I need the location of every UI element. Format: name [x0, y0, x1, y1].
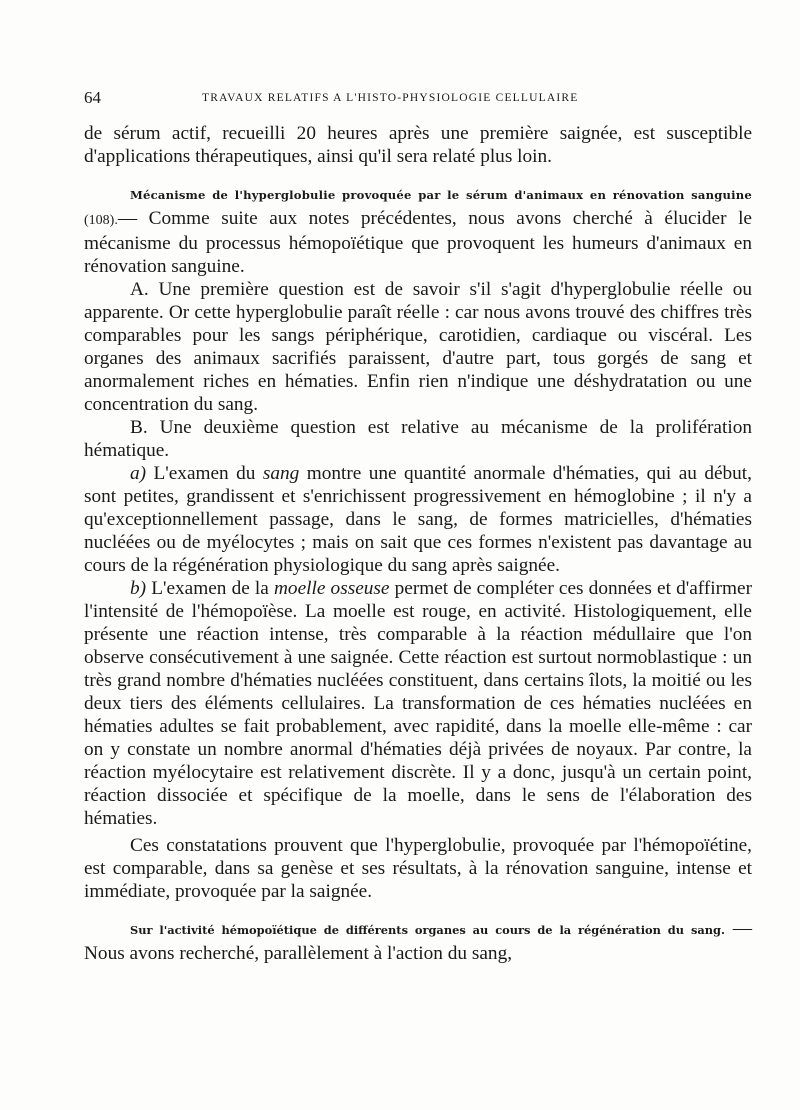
- paragraph-a: A. Une première question est de savoir s'il s'agit d'hyperglobulie réelle ou apparente. Or cette hyperglobulie paraît réelle : car nous avons trouvé des chiffres très comparables pour les sangs périphérique, carotidien, cardiaque ou viscéral. Les organes des animaux sacrifiés paraissent, d'autre part, tous gorgés de sang et anormalement riches en hématies. Enfin rien n'indique une déshydratation ou une concentration du sang.: [84, 279, 752, 415]
- section-mecanisme: [84, 182, 752, 278]
- section-intro-text: — Comme suite aux notes précédentes, nous avons cherché à élucider le mécanisme du processus hémopoïétique que provoquent les humeurs d'animaux en rénovation sanguine.: [84, 208, 752, 277]
- paragraph-b: B. Une deuxième question est relative au mécanisme de la prolifération hématique.: [84, 417, 752, 461]
- section-heading: Mécanisme de l'hyperglobulie provoquée par le sérum d'animaux en rénovation sanguine: [130, 188, 752, 202]
- moelle-text: permet de compléter ces données et d'affirmer l'intensité de l'hémopoïèse. La moelle est rouge, en activité. Histologiquement, elle présente une réaction intense, très comparable à la réaction médullaire que l'on observe consécutivement à une saignée. Cette réaction est surtout normoblastique : un très grand nombre d'hématies nucléées constituent, dans certains îlots, la moitié ou les deux tiers des éléments cellulaires. La transformation de ces hématies nucléées en hématies adultes se fait probablement, avec rapidité, dans la moelle elle-même : car on y constate un nombre anormal d'hématies déjà privées de noyaux. Par contre, la réaction myélocytaire est relativement discrète. Il y a donc, jusqu'à un certain point, réaction dissociée et spécifique de la moelle, dans le sens de l'élaboration des hématies.: [84, 578, 752, 829]
- section-2-text: — Nous avons recherché, parallèlement à l'action du sang,: [84, 918, 752, 964]
- sang-intro: L'examen du: [146, 463, 263, 484]
- item-label-b: b): [130, 578, 147, 599]
- running-header-title: TRAVAUX RELATIFS A L'HISTO-PHYSIOLOGIE CELLULAIRE: [202, 92, 579, 104]
- paragraph-continuation: de sérum actif, recueilli 20 heures après une première saignée, est susceptible d'applications thérapeutiques, ainsi qu'il sera relaté plus loin.: [84, 123, 752, 167]
- section-heading-2: Sur l'activité hémopoïétique de différents organes au cours de la régénération du sang.: [130, 923, 725, 937]
- emphasis-moelle-osseuse: moelle osseuse: [274, 578, 390, 599]
- paragraph-sang: [84, 462, 752, 577]
- emphasis-sang: sang: [262, 463, 300, 484]
- page-number: 64: [84, 88, 101, 107]
- paragraph-conclusion: Ces constatations prouvent que l'hyperglobulie, provoquée par l'hémopoïétine, est comparable, dans sa genèse et ses résultats, à la rénovation sanguine, intense et immédiate, provoquée par la saignée.: [84, 835, 752, 902]
- section-activite: [84, 917, 752, 965]
- running-header: [84, 88, 748, 114]
- body-text: [84, 122, 752, 965]
- moelle-intro: L'examen de la: [146, 578, 274, 599]
- paragraph-moelle: [84, 577, 752, 830]
- sang-text: montre une quantité anormale d'hématies, qui au début, sont petites, grandissent et s'enrichissent progressivement en hémoglobine ; il n'y a qu'exceptionnellement passage, dans le sang, de formes matricielles, d'hématies nucléées ou de myélocytes ; mais on sait que ces formes n'existent pas davantage au cours de la régénération physiologique du sang après saignée.: [84, 463, 752, 576]
- reference-number: (108).: [84, 213, 118, 228]
- item-label-a: a): [130, 463, 147, 484]
